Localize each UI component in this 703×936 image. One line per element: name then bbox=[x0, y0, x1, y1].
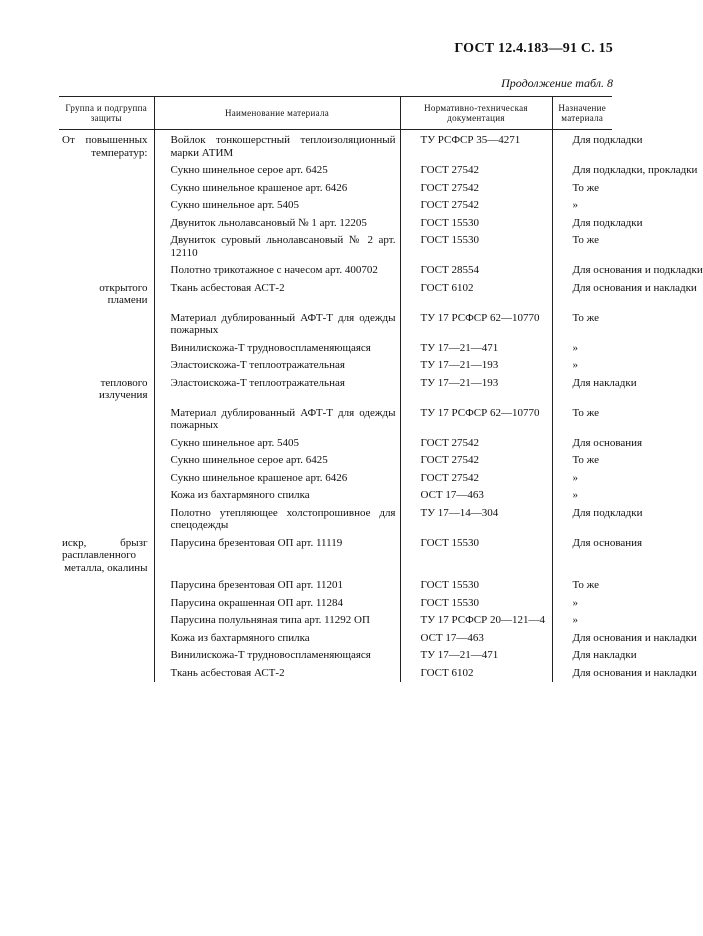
documentation-cell: ТУ 17 РСФСР 62—10770 bbox=[400, 310, 552, 340]
documentation-cell: ГОСТ 27542 bbox=[400, 452, 552, 470]
table-row bbox=[59, 310, 612, 340]
material-cell: Парусина брезентовая ОП арт. 11119 bbox=[154, 535, 400, 578]
table-row bbox=[59, 197, 612, 215]
table-row bbox=[59, 340, 612, 358]
documentation-cell: ТУ 17—14—304 bbox=[400, 505, 552, 535]
purpose-cell: Для подкладки bbox=[552, 130, 612, 163]
purpose-cell: Для основания и подкладки bbox=[552, 262, 612, 280]
documentation-cell: ГОСТ 15530 bbox=[400, 232, 552, 262]
purpose-cell: Для основания bbox=[552, 535, 612, 578]
table-row bbox=[59, 487, 612, 505]
group-cell bbox=[59, 612, 154, 630]
group-cell bbox=[59, 630, 154, 648]
documentation-cell: ТУ 17—21—193 bbox=[400, 375, 552, 405]
group-cell bbox=[59, 470, 154, 488]
purpose-cell: То же bbox=[552, 180, 612, 198]
group-cell bbox=[59, 215, 154, 233]
material-cell: Парусина брезентовая ОП арт. 11201 bbox=[154, 577, 400, 595]
material-cell: Сукно шинельное крашеное арт. 6426 bbox=[154, 470, 400, 488]
documentation-cell: ГОСТ 6102 bbox=[400, 665, 552, 683]
purpose-cell: » bbox=[552, 357, 612, 375]
documentation-cell: ГОСТ 27542 bbox=[400, 470, 552, 488]
documentation-cell: ТУ 17—21—471 bbox=[400, 647, 552, 665]
table-row bbox=[59, 595, 612, 613]
table-header bbox=[59, 97, 612, 130]
table-body bbox=[59, 130, 703, 683]
documentation-cell: ТУ 17 РСФСР 20—121—4 bbox=[400, 612, 552, 630]
documentation-cell: ГОСТ 15530 bbox=[400, 535, 552, 578]
purpose-cell: » bbox=[552, 340, 612, 358]
purpose-cell: » bbox=[552, 470, 612, 488]
material-cell: Винилискожа-Т трудновоспламеняющаяся bbox=[154, 647, 400, 665]
purpose-cell: То же bbox=[552, 310, 612, 340]
group-cell bbox=[59, 452, 154, 470]
documentation-cell: ОСТ 17—463 bbox=[400, 487, 552, 505]
table-row bbox=[59, 665, 612, 683]
material-cell: Парусина полульняная типа арт. 11292 ОП bbox=[154, 612, 400, 630]
documentation-cell: ГОСТ 27542 bbox=[400, 180, 552, 198]
documentation-cell: ГОСТ 27542 bbox=[400, 435, 552, 453]
documentation-cell: ГОСТ 27542 bbox=[400, 162, 552, 180]
materials-table bbox=[59, 96, 703, 682]
material-cell: Эластоискожа-Т теплоотражательная bbox=[154, 357, 400, 375]
purpose-cell: Для подкладки bbox=[552, 505, 612, 535]
purpose-cell: Для подкладки, прокладки bbox=[552, 162, 612, 180]
table-row bbox=[59, 215, 612, 233]
material-cell: Двуниток суровый льнолавсановый № 2 арт. 12110 bbox=[154, 232, 400, 262]
group-cell bbox=[59, 505, 154, 535]
table-continuation-label: Продолжение табл. 8 bbox=[501, 76, 613, 90]
material-cell: Двуниток льнолавсановый № 1 арт. 12205 bbox=[154, 215, 400, 233]
material-cell: Материал дублированный АФТ-Т для одежды пожарных bbox=[154, 405, 400, 435]
material-cell: Кожа из бахтармяного спилка bbox=[154, 630, 400, 648]
material-cell: Винилискожа-Т трудновоспламеняющаяся bbox=[154, 340, 400, 358]
group-cell bbox=[59, 357, 154, 375]
material-cell: Сукно шинельное арт. 5405 bbox=[154, 435, 400, 453]
column-header-material: Наименование материала bbox=[154, 97, 400, 130]
group-cell bbox=[59, 647, 154, 665]
purpose-cell: Для основания bbox=[552, 435, 612, 453]
material-cell: Сукно шинельное крашеное арт. 6426 bbox=[154, 180, 400, 198]
group-cell bbox=[59, 595, 154, 613]
material-cell: Эластоискожа-Т теплоотражательная bbox=[154, 375, 400, 405]
documentation-cell: ТУ 17—21—193 bbox=[400, 357, 552, 375]
documentation-cell: ТУ 17—21—471 bbox=[400, 340, 552, 358]
table-row bbox=[59, 357, 612, 375]
table-row bbox=[59, 162, 612, 180]
material-cell: Сукно шинельное серое арт. 6425 bbox=[154, 452, 400, 470]
group-cell bbox=[59, 162, 154, 180]
purpose-cell: » bbox=[552, 595, 612, 613]
table-row bbox=[59, 470, 612, 488]
table-row bbox=[59, 612, 612, 630]
documentation-cell: ГОСТ 27542 bbox=[400, 197, 552, 215]
table-row bbox=[59, 180, 612, 198]
group-cell bbox=[59, 405, 154, 435]
table-row bbox=[59, 577, 612, 595]
group-cell: искр, брызг расплавленного металла, окалины bbox=[62, 536, 148, 574]
purpose-cell: Для подкладки bbox=[552, 215, 612, 233]
table-row bbox=[59, 435, 612, 453]
material-cell: Сукно шинельное арт. 5405 bbox=[154, 197, 400, 215]
material-cell: Кожа из бахтармяного спилка bbox=[154, 487, 400, 505]
page-header: ГОСТ 12.4.183—91 С. 15 bbox=[454, 41, 613, 56]
table-row bbox=[59, 505, 612, 535]
documentation-cell: ГОСТ 6102 bbox=[400, 280, 552, 310]
material-cell: Ткань асбестовая АСТ-2 bbox=[154, 665, 400, 683]
material-cell: Войлок тонкошерстный теплоизоляционный марки АТИМ bbox=[154, 130, 400, 163]
group-cell bbox=[59, 577, 154, 595]
table-row bbox=[59, 535, 612, 578]
documentation-cell: ГОСТ 15530 bbox=[400, 595, 552, 613]
table-row bbox=[59, 647, 612, 665]
documentation-cell: ТУ РСФСР 35—4271 bbox=[400, 130, 552, 163]
purpose-cell: То же bbox=[552, 405, 612, 435]
table-row bbox=[59, 232, 612, 262]
group-cell bbox=[59, 487, 154, 505]
group-cell bbox=[59, 310, 154, 340]
group-cell: теплового излучения bbox=[99, 376, 148, 401]
material-cell: Полотно трикотажное с начесом арт. 400702 bbox=[154, 262, 400, 280]
purpose-cell: » bbox=[552, 612, 612, 630]
column-header-group: Группа и подгруппа защиты bbox=[59, 97, 154, 130]
purpose-cell: » bbox=[552, 487, 612, 505]
column-header-purpose: Назначение материала bbox=[552, 97, 612, 130]
material-cell: Парусина окрашенная ОП арт. 11284 bbox=[154, 595, 400, 613]
purpose-cell: То же bbox=[552, 577, 612, 595]
group-cell bbox=[59, 197, 154, 215]
table-row bbox=[59, 375, 612, 405]
group-cell bbox=[59, 232, 154, 262]
purpose-cell: Для накладки bbox=[552, 375, 612, 405]
group-cell bbox=[59, 262, 154, 280]
group-cell: От повышенных температур: bbox=[62, 134, 148, 159]
table-row bbox=[59, 405, 612, 435]
purpose-cell: То же bbox=[552, 232, 612, 262]
group-cell bbox=[59, 340, 154, 358]
table-row bbox=[59, 630, 612, 648]
documentation-cell: ТУ 17 РСФСР 62—10770 bbox=[400, 405, 552, 435]
group-cell bbox=[59, 180, 154, 198]
table-row bbox=[59, 130, 612, 163]
purpose-cell: Для накладки bbox=[552, 647, 612, 665]
group-cell bbox=[59, 665, 154, 683]
purpose-cell: Для основания и накладки bbox=[552, 665, 612, 683]
documentation-cell: ОСТ 17—463 bbox=[400, 630, 552, 648]
purpose-cell: Для основания и накладки bbox=[552, 280, 612, 310]
material-cell: Полотно утепляющее холстопрошивное для спецодежды bbox=[154, 505, 400, 535]
documentation-cell: ГОСТ 15530 bbox=[400, 215, 552, 233]
material-cell: Ткань асбестовая АСТ-2 bbox=[154, 280, 400, 310]
group-cell: открытого пламени bbox=[99, 281, 148, 306]
table-row bbox=[59, 452, 612, 470]
table-row bbox=[59, 280, 612, 310]
material-cell: Сукно шинельное серое арт. 6425 bbox=[154, 162, 400, 180]
material-cell: Материал дублированный АФТ-Т для одежды пожарных bbox=[154, 310, 400, 340]
purpose-cell: Для основания и накладки bbox=[552, 630, 612, 648]
purpose-cell: » bbox=[552, 197, 612, 215]
documentation-cell: ГОСТ 15530 bbox=[400, 577, 552, 595]
documentation-cell: ГОСТ 28554 bbox=[400, 262, 552, 280]
table-row bbox=[59, 262, 612, 280]
column-header-documentation: Нормативно-техническая документация bbox=[400, 97, 552, 130]
group-cell bbox=[59, 435, 154, 453]
purpose-cell: То же bbox=[552, 452, 612, 470]
